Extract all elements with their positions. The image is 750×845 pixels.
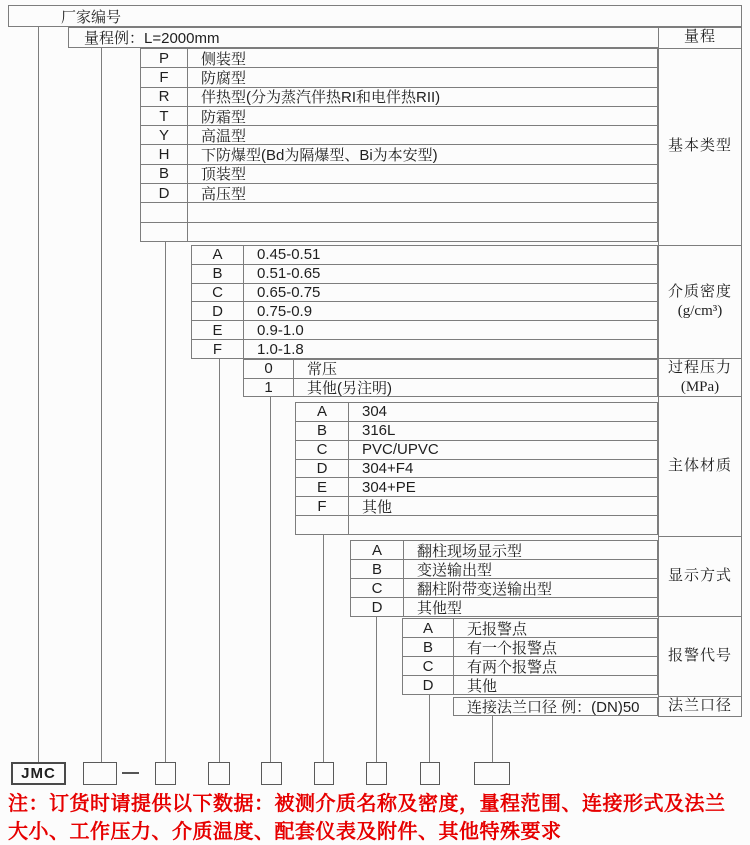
desc-cell: 0.75-0.9 (257, 302, 313, 320)
code-cell: 1 (244, 379, 294, 397)
order-note-line1: 注：订货时请提供以下数据：被测介质名称及密度，量程范围、连接形式及法兰 (8, 793, 726, 815)
material-table (295, 402, 658, 535)
category-pressure: 过程压力 (MPa) (659, 359, 741, 397)
code-cell: D (296, 460, 349, 478)
code-cell: B (403, 638, 454, 656)
desc-cell: 连接法兰口径 例：(DN)50 (467, 699, 640, 715)
model-code-box-density (208, 762, 230, 785)
table-row (296, 441, 657, 460)
connector-line-range (101, 48, 102, 762)
table-row (296, 516, 657, 534)
category-density: 介质密度 (g/cm³) (659, 246, 741, 360)
code-cell: B (192, 265, 244, 283)
connector-line-pressure (270, 397, 271, 762)
desc-cell: 有两个报警点 (467, 658, 558, 675)
code-cell: T (141, 107, 188, 125)
code-cell: H (141, 145, 188, 163)
desc-cell: 304+PE (362, 478, 416, 496)
basic-type-table (140, 48, 658, 242)
density-table (191, 245, 658, 359)
desc-cell: 0.45-0.51 (257, 246, 321, 264)
category-material: 主体材质 (659, 397, 741, 537)
code-cell: E (192, 321, 244, 339)
code-cell (141, 223, 188, 241)
desc-cell: 0.9-1.0 (257, 321, 304, 339)
table-row (454, 698, 657, 715)
table-row (351, 579, 657, 598)
code-cell: 0 (244, 360, 294, 378)
desc-cell: 无报警点 (467, 620, 528, 637)
code-cell: C (192, 284, 244, 302)
table-row (141, 145, 657, 164)
table-row (192, 340, 657, 358)
table-row (296, 478, 657, 497)
code-cell: C (403, 657, 454, 675)
desc-cell: 顶装型 (201, 166, 247, 184)
code-cell: B (141, 165, 188, 183)
table-row (351, 541, 657, 560)
order-note-line2: 大小、工作压力、介质温度、配套仪表及附件、其他特殊要求 (8, 821, 562, 843)
desc-cell: 其他型 (417, 599, 463, 616)
table-row (192, 265, 657, 284)
range-box (68, 27, 658, 48)
desc-cell: 其他 (467, 677, 498, 694)
model-prefix-box: JMC (11, 762, 66, 785)
desc-cell: 常压 (307, 361, 338, 378)
desc-cell: 防腐型 (201, 69, 247, 87)
manufacturer-box (8, 5, 742, 27)
code-cell: B (351, 560, 404, 578)
desc-cell: 翻柱附带变送输出型 (417, 580, 553, 597)
code-cell: A (351, 541, 404, 559)
desc-cell: 304+F4 (362, 460, 414, 477)
desc-cell: 304 (362, 403, 388, 421)
model-code-box-alarm (420, 762, 440, 785)
table-row (141, 223, 657, 241)
code-cell: F (296, 497, 349, 515)
dash-separator (122, 772, 139, 774)
table-row (141, 68, 657, 87)
desc-cell: 变送输出型 (417, 561, 493, 578)
desc-cell (349, 516, 657, 534)
desc-cell: 1.0-1.8 (257, 340, 304, 358)
code-cell (296, 516, 349, 534)
category-flange: 法兰口径 (667, 698, 732, 714)
model-code-box-flange (474, 762, 510, 785)
desc-cell: 其他(另注明) (307, 379, 392, 396)
code-cell: E (296, 478, 349, 496)
category-display: 显示方式 (659, 537, 741, 617)
desc-cell: 有一个报警点 (467, 639, 558, 656)
desc-cell: 侧装型 (201, 50, 247, 68)
table-row (141, 203, 657, 222)
display-table (350, 540, 658, 617)
desc-cell: 0.51-0.65 (257, 265, 321, 283)
table-row (296, 403, 657, 422)
category-range: 量程 (659, 28, 741, 49)
code-cell: D (403, 676, 454, 694)
code-cell: C (351, 579, 404, 597)
table-row (296, 460, 657, 479)
table-row (141, 107, 657, 126)
desc-cell: 316L (362, 422, 396, 440)
model-code-box-material (314, 762, 334, 785)
connector-line-flange (492, 716, 493, 762)
table-row (192, 246, 657, 265)
code-cell: A (296, 403, 349, 421)
table-row (192, 284, 657, 303)
table-row (296, 422, 657, 441)
table-row (403, 638, 657, 657)
connector-line-alarm (429, 695, 430, 762)
desc-cell: 高压型 (201, 185, 247, 203)
table-row (351, 598, 657, 616)
category-column (658, 27, 742, 717)
table-row (244, 379, 657, 397)
model-code-box-display (366, 762, 387, 785)
table-row (141, 49, 657, 68)
code-cell: D (351, 598, 404, 616)
model-code-box-range (83, 762, 117, 785)
connector-line-basic-type (165, 242, 166, 762)
desc-cell: 其他 (362, 498, 393, 516)
code-cell: Y (141, 126, 188, 144)
manufacturer-label: 厂家编号 (61, 8, 122, 26)
desc-cell: 高温型 (201, 127, 247, 145)
alarm-table (402, 618, 658, 695)
table-row (141, 88, 657, 107)
code-cell: B (296, 422, 349, 440)
range-example-label: 量程例：L=2000mm (84, 30, 220, 47)
desc-cell: 伴热型(分为蒸汽伴热RI和电伴热RII) (201, 89, 441, 106)
desc-cell: 下防爆型(Bd为隔爆型、Bi为本安型) (201, 147, 438, 164)
code-cell (141, 203, 188, 221)
table-row (403, 619, 657, 638)
table-row (141, 184, 657, 203)
desc-cell (188, 203, 657, 221)
connector-line-material (323, 535, 324, 762)
table-row (141, 165, 657, 184)
model-code-box-pressure (261, 762, 282, 785)
connector-line-display (376, 617, 377, 762)
desc-cell: 0.65-0.75 (257, 284, 321, 302)
table-row (192, 321, 657, 340)
code-cell: R (141, 88, 188, 106)
desc-cell (188, 223, 657, 241)
code-cell: D (141, 184, 188, 202)
code-cell: C (296, 441, 349, 459)
table-row (403, 676, 657, 694)
table-row (141, 126, 657, 145)
connector-line-manufacturer (38, 27, 39, 762)
code-cell: A (403, 619, 454, 637)
table-row (244, 360, 657, 379)
flange-row (453, 697, 658, 716)
table-row (403, 657, 657, 676)
table-row (296, 497, 657, 516)
code-cell: F (192, 340, 244, 358)
category-alarm: 报警代号 (659, 617, 741, 697)
table-row (351, 560, 657, 579)
desc-cell: 防霜型 (201, 108, 247, 126)
pressure-table (243, 359, 658, 397)
desc-cell: PVC/UPVC (362, 441, 439, 459)
code-cell: F (141, 68, 188, 86)
order-note (8, 790, 746, 845)
table-row (192, 302, 657, 321)
desc-cell: 翻柱现场显示型 (417, 542, 523, 559)
code-cell: A (192, 246, 244, 264)
code-cell: D (192, 302, 244, 320)
category-basic-type: 基本类型 (659, 49, 741, 246)
connector-line-density (219, 359, 220, 762)
model-code-box-basic-type (155, 762, 176, 785)
code-cell: P (141, 49, 188, 67)
